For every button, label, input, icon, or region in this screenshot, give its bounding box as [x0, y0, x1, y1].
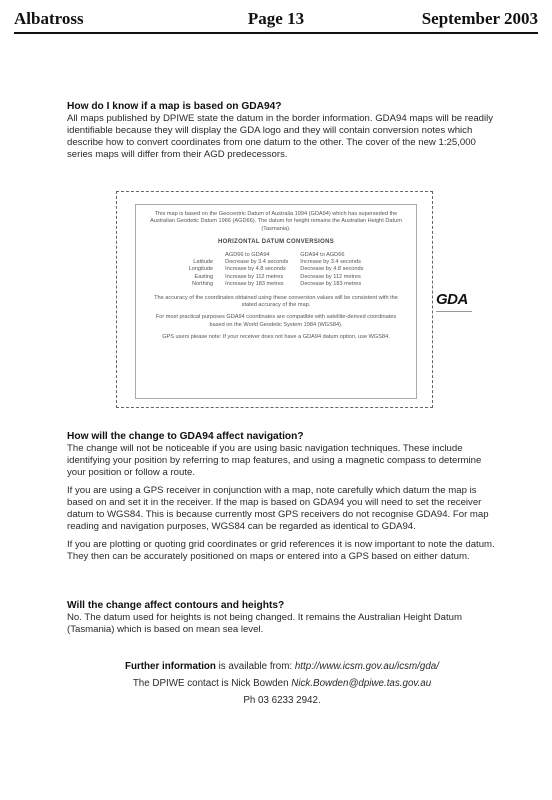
issue-date: September 2003: [421, 9, 538, 28]
contact-line: The DPIWE contact is Nick Bowden Nick.Bowden@dpiwe.tas.gov.au: [132, 678, 432, 689]
map-datum-note-panel: [135, 204, 417, 399]
col-agd-to-gda: AGD66 to GDA94: [225, 251, 270, 258]
section-heading: How will the change to GDA94 affect navigation?: [67, 431, 304, 442]
section-heading: Will the change affect contours and heights?: [67, 600, 285, 611]
section-map-identification: [67, 101, 497, 167]
paragraph: If you are using a GPS receiver in conjunction with a map, note carefully which datum the map is based on and set it in the receiver. If the map is based on GDA94 you will need to set the receiver datum to WGS84. This is because currently most GPS receivers do not recognise GDA94. For map reading and navigation purposes, WGS84 can be regarded as identical to GDA94.: [67, 485, 489, 532]
further-info-footer: [67, 658, 497, 709]
section-heights: [67, 600, 497, 642]
paragraph: If you are plotting or quoting grid coordinates or grid references it is now important to note the datum. They then can be accurately positioned on maps or entered into a GPS based on either datum.: [67, 539, 495, 562]
table-row: Easting Increase by 112 metres Decrease by 112 metres: [194, 273, 361, 280]
conversion-table: [183, 252, 370, 289]
page-number: Page 13: [247, 9, 305, 28]
info-url-link[interactable]: http://www.icsm.gov.au/icsm/gda/: [294, 661, 439, 672]
paragraph: The change will not be noticeable if you are using basic navigation techniques. These include identifying your position by referring to map features, and using a magnetic compass to determine your position or follow a route.: [67, 443, 482, 478]
datum-intro-text: This map is based on the Geocentric Datum of Australia 1994 (GDA94) which has superseded the Australian Geodetic Datum 1966 (AGD66). The datum for height remains the Australian Height Datum (Tasmania).: [150, 211, 402, 232]
gda-logo-underline: [436, 311, 472, 312]
gda-logo: [436, 292, 476, 316]
section-navigation: [67, 431, 497, 569]
further-info-label: Further information: [125, 661, 216, 672]
conversions-title: HORIZONTAL DATUM CONVERSIONS: [217, 239, 335, 246]
wgs84-compat-note: For most practical purposes GDA94 coordinates are compatible with satellite-derived coordinates based on the World Geodetic System 1984 (WGS84).: [155, 314, 397, 328]
contact-email-link[interactable]: Nick.Bowden@dpiwe.tas.gov.au: [291, 678, 432, 689]
section-body: All maps published by DPIWE state the datum in the border information. GDA94 maps will be readily identifiable because they will display the GDA logo and they will contain conversion notes which describe how to convert coordinates from one datum to the other. The cover of the new 1:25,000 series maps will differ from their AGD predecessors.: [67, 113, 494, 160]
gda-logo-text: GDA: [436, 291, 468, 308]
table-row: Northing Increase by 183 metres Decrease by 183 metres: [192, 281, 362, 288]
further-info-line: Further information is available from: http://www.icsm.gov.au/icsm/gda/: [125, 661, 439, 672]
gps-users-note: GPS users please note: If your receiver does not have a GDA94 datum option, use WGS84.: [162, 334, 390, 341]
accuracy-note: The accuracy of the coordinates obtained using these conversion values will be consistent with the stated accuracy of the map.: [154, 294, 398, 309]
newsletter-title: Albatross: [14, 9, 84, 28]
map-datum-note-figure: [116, 191, 433, 408]
contact-phone: Ph 03 6233 2942.: [243, 695, 321, 706]
section-body: No. The datum used for heights is not being changed. It remains the Australian Height Datum (Tasmania) which is based on mean sea level.: [67, 612, 462, 635]
table-row: Longitude Increase by 4.8 seconds Decrease by 4.8 seconds: [188, 266, 364, 273]
table-row: Latitude Decrease by 3.4 seconds Increase by 3.4 seconds: [193, 259, 361, 266]
col-gda-to-agd: GDA94 to AGD66: [300, 251, 345, 258]
section-heading: How do I know if a map is based on GDA94?: [67, 101, 282, 112]
page-header: [14, 6, 538, 34]
